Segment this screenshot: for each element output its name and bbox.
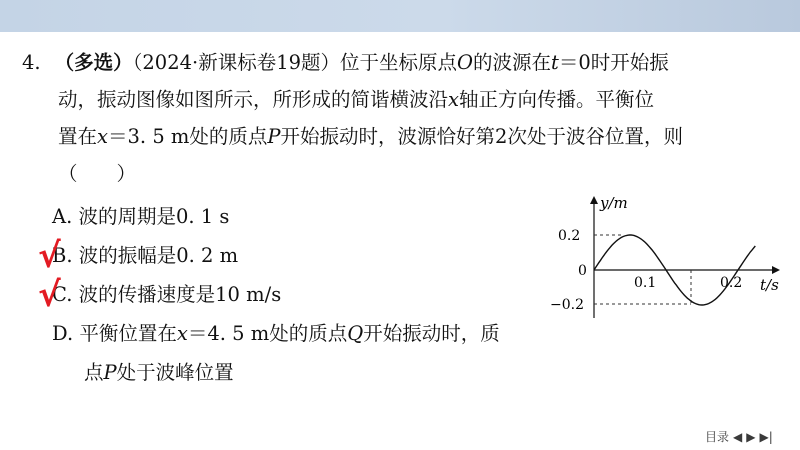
y-axis-arrow xyxy=(590,196,598,204)
question-stem xyxy=(22,44,782,192)
top-banner xyxy=(0,0,800,32)
x-tick-0-1: 0.1 xyxy=(634,275,657,291)
next-icon[interactable]: ▶ xyxy=(746,430,756,444)
source-label: （2024·新课标卷19题） xyxy=(132,51,341,74)
x-tick-0-2: 0.2 xyxy=(720,275,743,291)
check-mark-b: √ xyxy=(38,236,61,276)
stem-line-1: 4. （多选）（2024·新课标卷19题）位于坐标原点O的波源在t＝0时开始振 xyxy=(22,51,669,74)
option-c: C. 波的传播速度是10 m/s xyxy=(52,283,282,306)
toc-link[interactable]: 目录 xyxy=(705,430,730,444)
answer-blank: （ ） xyxy=(58,162,137,185)
y-tick-zero: 0 xyxy=(578,263,587,279)
question-number: 4. xyxy=(22,51,41,74)
option-d: D. 平衡位置在x＝4. 5 m处的质点Q开始振动时，质 xyxy=(52,322,500,345)
stem-line-3: 置在x＝3. 5 m处的质点P开始振动时，波源恰好第2次处于波谷位置，则 xyxy=(58,125,683,148)
prev-icon[interactable]: ◀ xyxy=(733,430,743,444)
check-mark-c: √ xyxy=(38,275,61,315)
option-d-line-2: 点P处于波峰位置 xyxy=(84,361,234,384)
vibration-graph xyxy=(550,190,790,330)
y-tick-bottom: −0.2 xyxy=(550,297,584,313)
t-axis-arrow xyxy=(772,266,780,274)
option-a: A. 波的周期是0. 1 s xyxy=(52,205,230,228)
option-b: B. 波的振幅是0. 2 m xyxy=(52,244,239,267)
y-tick-top: 0.2 xyxy=(558,228,581,244)
stem-line-2: 动，振动图像如图所示，所形成的简谐横波沿x轴正方向传播。平衡位 xyxy=(58,88,655,111)
multi-select-tag: （多选） xyxy=(54,51,133,74)
x-axis-label: t/s xyxy=(760,276,779,294)
y-axis-label: y/m xyxy=(600,194,628,212)
slide-nav xyxy=(705,428,777,445)
last-icon[interactable]: ▶| xyxy=(759,430,773,444)
